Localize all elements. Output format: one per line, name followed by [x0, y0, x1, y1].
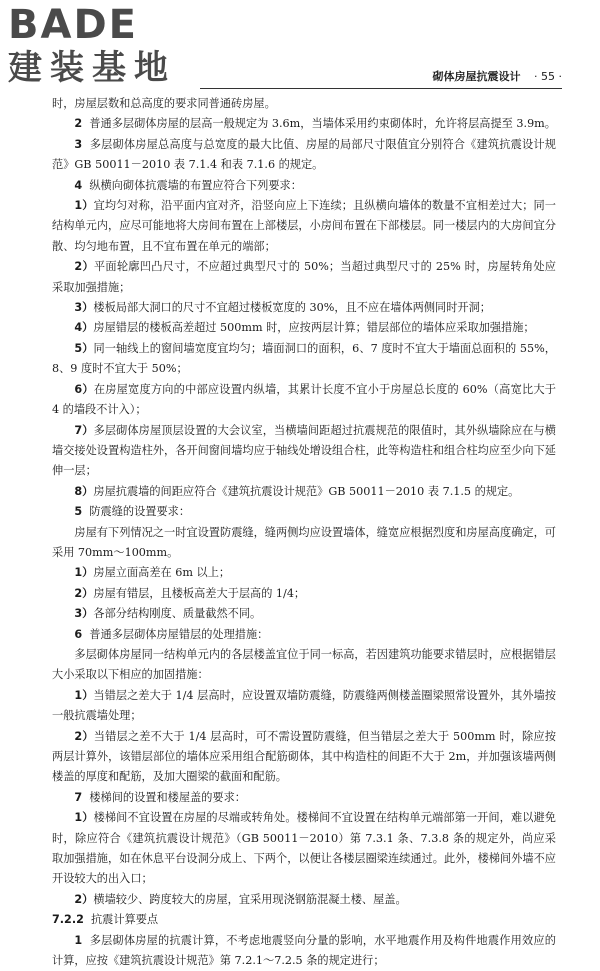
text-run: 7）	[74, 423, 94, 437]
text-run: 在房屋宽度方向的中部应设置内纵墙，其累计长度不宜小于房屋总长度的 60%（高宽比大于 4 的墙段不计入）；	[52, 382, 556, 417]
paragraph	[52, 502, 556, 522]
logo-chinese-name: 建装基地	[8, 48, 176, 88]
page-number: · 55 ·	[534, 70, 562, 83]
text-run: 多层砌体房屋的抗震计算，不考虑地震竖向分量的影响，水平地震作用及构件地震作用效应的计算，应按《建筑抗震设计规范》第 7.2.1～7.2.5 条的规定进行；	[52, 933, 556, 968]
text-run: 3	[74, 137, 83, 151]
text-run: 4	[74, 178, 83, 192]
paragraph	[52, 135, 556, 176]
list-item	[52, 318, 556, 338]
text-run: 楼梯间不宜设置在房屋的尽端或转角处。楼梯间不宜设置在结构单元端部第一开间，难以避免时，除应符合《建筑抗震设计规范》（GB 50011－2010）第 7.3.1 条、7.3.8 条的规定外，尚应采取加强措施，如在休息平台设洞分成上、下两个，以便让各楼层圈梁连续通过。此外，楼梯间外墙不应开设较大的出入口；	[52, 811, 556, 886]
list-item	[52, 298, 556, 318]
text-run: 房屋抗震墙的间距应符合《建筑抗震设计规范》GB 50011－2010 表 7.1.5 的规定。	[93, 484, 520, 498]
text-run: 1）	[74, 688, 94, 702]
text-run: 6）	[74, 382, 94, 396]
text-run: 5	[74, 505, 83, 519]
paragraph	[52, 625, 556, 645]
text-run: 普通多层砌体房屋的层高一般规定为 3.6m，当墙体采用约束砌体时，允许将层高提至 3.9m。	[89, 117, 556, 131]
text-run: 多层砌体房屋总高度与总宽度的最大比值、房屋的局部尺寸限值宜分别符合《建筑抗震设计规范》GB 50011－2010 表 7.1.4 和表 7.1.6 的规定。	[52, 137, 556, 172]
text-run: 1）	[74, 566, 94, 580]
list-item	[52, 482, 556, 502]
paragraph	[52, 523, 556, 564]
list-item	[52, 196, 556, 257]
text-run: 纵横向砌体抗震墙的布置应符合下列要求：	[89, 178, 302, 192]
list-item	[52, 584, 556, 604]
text-run: 多层砌体房屋顶层设置的大会议室，当横墙间距超过抗震规范的限值时，其外纵墙除应在与横墙交接处设置构造柱外，各开间窗间墙均应于轴线处增设组合柱，此等构造柱和组合柱均应至少向下延伸一层；	[52, 423, 556, 478]
paragraph	[52, 94, 556, 114]
text-run: 楼梯间的设置和楼屋盖的要求：	[89, 790, 246, 804]
text-run: 4）	[74, 321, 94, 335]
list-item	[52, 890, 556, 910]
text-run: 6	[74, 627, 83, 641]
body-text	[52, 94, 556, 971]
running-header	[200, 68, 562, 89]
list-item	[52, 686, 556, 727]
text-run: 平面轮廓凹凸尺寸，不应超过典型尺寸的 50%；当超过典型尺寸的 25% 时，房屋转角处应采取加强措施；	[52, 260, 556, 294]
text-run: 3）	[74, 607, 94, 621]
text-run: 8）	[74, 484, 94, 498]
list-item	[52, 339, 556, 380]
logo	[8, 4, 188, 94]
text-run: 同一轴线上的窗间墙宽度宜均匀；墙面洞口的面积，6、7 度时不宜大于墙面总面积的 55%，8、9 度时不宜大于 50%；	[52, 341, 556, 376]
text-run: 1	[74, 933, 83, 947]
text-run: 房屋有下列情况之一时宜设置防震缝，缝两侧均应设置墙体，缝宽应根据烈度和房屋高度确定，可采用 70mm～100mm。	[52, 525, 556, 559]
section-heading	[52, 910, 556, 930]
text-run: 横墙较少、跨度较大的房屋，宜采用现浇钢筋混凝土楼、屋盖。	[93, 892, 407, 906]
list-item	[52, 421, 556, 482]
text-run: 2）	[74, 729, 94, 743]
text-run: 2）	[74, 586, 94, 600]
paragraph	[52, 176, 556, 196]
text-run: 房屋有错层，且楼板高差大于层高的 1/4；	[93, 586, 306, 600]
list-item	[52, 380, 556, 421]
text-run: 2）	[74, 892, 94, 906]
paragraph	[52, 645, 556, 686]
list-item	[52, 604, 556, 624]
text-run: 宜均匀对称，沿平面内宜对齐，沿竖向应上下连续；且纵横向墙体的数量不宜相差过大；同一结构单元内，应尽可能地将大房间布置在上部楼层，小房间布置在下部楼层。同一楼层内的大房间宜分散、均匀地布置，且不宜布置在单元的端部；	[52, 199, 556, 253]
text-run: 各部分结构刚度、质量截然不同。	[93, 607, 262, 621]
text-run: 当错层之差不大于 1/4 层高时，可不需设置防震缝，但当错层之差大于 500mm 时，除应按两层计算外，该错层部位的墙体应采用组合配筋砌体，其中构造柱的间距不大于 2m，并加强该墙两侧楼盖的厚度和配筋，及加大圈梁的截面和配筋。	[52, 729, 556, 784]
text-run: 1）	[74, 811, 94, 825]
list-item	[52, 808, 556, 890]
list-item	[52, 563, 556, 583]
text-run: 2	[74, 117, 83, 131]
paragraph	[52, 114, 556, 134]
text-run: 时，房屋层数和总高度的要求同普通砖房屋。	[52, 97, 276, 110]
logo-wordmark: BADE	[8, 2, 138, 48]
text-run: 2）	[74, 260, 94, 274]
paragraph	[52, 788, 556, 808]
text-run: 1）	[74, 199, 94, 213]
text-run: 防震缝的设置要求：	[89, 505, 191, 519]
list-item	[52, 727, 556, 788]
text-run: 房屋错层的楼板高差超过 500mm 时，应按两层计算；错层部位的墙体应采取加强措施；	[93, 321, 535, 335]
list-item	[52, 257, 556, 298]
running-header-title: 砌体房屋抗震设计	[432, 70, 521, 83]
text-run: 抗震计算要点	[90, 913, 159, 927]
paragraph	[52, 931, 556, 971]
text-run: 房屋立面高差在 6m 以上；	[93, 566, 231, 580]
text-run: 普通多层砌体房屋错层的处理措施：	[89, 627, 269, 641]
text-run: 7.2.2	[52, 913, 84, 927]
text-run: 当错层之差大于 1/4 层高时，应设置双墙防震缝，防震缝两侧楼盖圈梁照常设置外，其外墙按一般抗震墙处理；	[52, 688, 556, 723]
text-run: 多层砌体房屋同一结构单元内的各层楼盖宜位于同一标高，若因建筑功能要求错层时，应根据错层大小采取以下相应的加固措施：	[52, 647, 556, 682]
text-run: 5）	[74, 341, 94, 355]
text-run: 3）	[74, 301, 94, 315]
text-run: 7	[74, 790, 83, 804]
text-run: 楼板局部大洞口的尺寸不宜超过楼板宽度的 30%，且不应在墙体两侧同时开洞；	[93, 301, 491, 315]
